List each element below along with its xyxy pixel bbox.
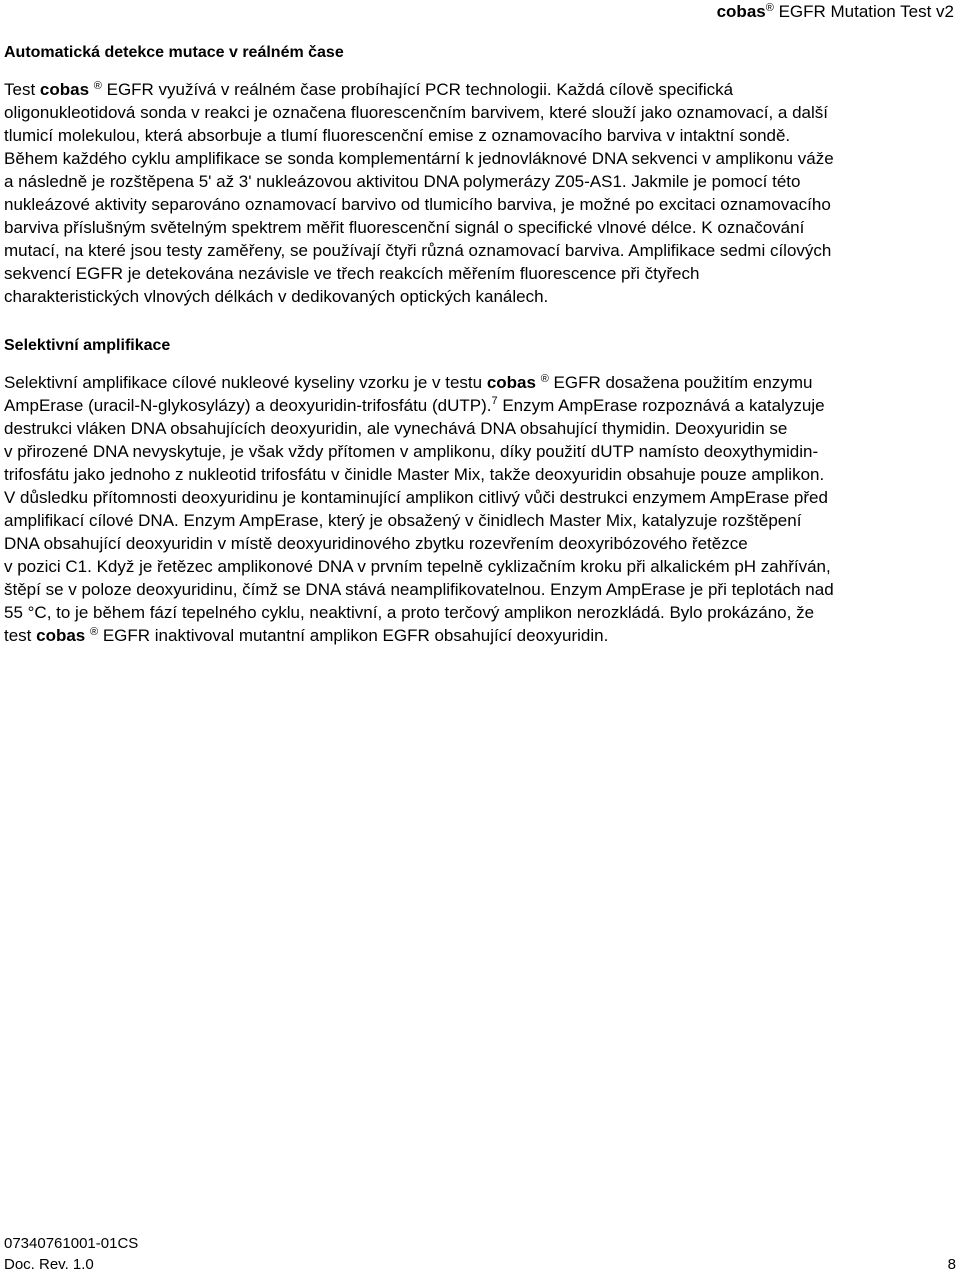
- text-line: destrukci vláken DNA obsahujících deoxyuridin, ale vynechává DNA obsahující thymidin. Deoxyuridin se: [4, 419, 788, 438]
- text-line: Selektivní amplifikace cílové nukleové kyseliny vzorku je v testu cobas ® EGFR dosažena použitím enzymu: [4, 373, 813, 392]
- footnote-reference: 7: [491, 395, 498, 407]
- text-line: trifosfátu jako jednoho z nukleotid trifosfátu v činidle Master Mix, takže deoxyuridin obsahuje pouze amplikon.: [4, 465, 825, 484]
- text-line: charakteristických vlnových délkách v dedikovaných optických kanálech.: [4, 287, 549, 306]
- header-product: EGFR Mutation Test v2: [773, 2, 954, 21]
- text-line: tlumicí molekulou, která absorbuje a tlumí fluorescenční emise z oznamovacího barviva v intaktní sondě.: [4, 126, 791, 145]
- text-line: mutací, na které jsou testy zaměřeny, se používají čtyři různá oznamovací barviva. Amplifikace sedmi cílových: [4, 241, 832, 260]
- header-registered-mark: ®: [765, 2, 774, 14]
- text-line: V důsledku přítomnosti deoxyuridinu je kontaminující amplikon citlivý vůči destrukci enzymem AmpErase před: [4, 488, 828, 507]
- registered-mark: ®: [90, 626, 99, 638]
- brand-name: cobas: [36, 626, 86, 645]
- text-line: test cobas ® EGFR inaktivoval mutantní amplikon EGFR obsahující deoxyuridin.: [4, 626, 609, 645]
- text-line: 55 °C, to je během fází tepelného cyklu, neaktivní, a proto terčový amplikon nerozkládá. Bylo prokázáno, že: [4, 603, 815, 622]
- page-number: 8: [947, 1256, 956, 1273]
- text-line: v pozici C1. Když je řetězec amplikonové DNA v prvním tepelně cyklizačním kroku při alkalickém pH zahříván,: [4, 557, 831, 576]
- text-line: Test cobas ® EGFR využívá v reálném čase probíhající PCR technologii. Každá cílově specifická: [4, 80, 734, 99]
- text-line: a následně je rozštěpena 5' až 3' nukleázovou aktivitou DNA polymerázy Z05-AS1. Jakmile je pomocí této: [4, 172, 801, 191]
- document-revision: Doc. Rev. 1.0: [4, 1256, 94, 1273]
- text-line: Během každého cyklu amplifikace se sonda komplementární k jednovláknové DNA sekvenci v amplikonu váže: [4, 149, 834, 168]
- registered-mark: ®: [93, 80, 102, 92]
- document-number: 07340761001-01CS: [4, 1235, 139, 1252]
- text-line: amplifikací cílové DNA. Enzym AmpErase, který je obsažený v činidlech Master Mix, katalyzuje rozštěpení: [4, 511, 802, 530]
- text-line: štěpí se v poloze deoxyuridinu, čímž se DNA stává neamplifikovatelnou. Enzym AmpErase je při teplotách nad: [4, 580, 834, 599]
- text-line: sekvencí EGFR je detekována nezávisle ve třech reakcích měřením fluorescence při čtyřech: [4, 264, 700, 283]
- text-line: oligonukleotidová sonda v reakci je označena fluorescenčním barvivem, které slouží jako oznamovací, a další: [4, 103, 828, 122]
- text-line: nukleázové aktivity separováno oznamovací barvivo od tlumicího barviva, je možné po excitaci oznamovacího: [4, 195, 831, 214]
- registered-mark: ®: [540, 373, 549, 385]
- text-line: barviva příslušným světelným spektrem měřit fluorescenční signál o specifické vlnové délce. K označování: [4, 218, 805, 237]
- text-line: v přirozené DNA nevyskytuje, je však vždy přítomen v amplikonu, díky použití dUTP namísto deoxythymidin-: [4, 442, 819, 461]
- section-body-selective-amplification: [4, 371, 959, 647]
- section-heading-selective-amplification: Selektivní amplifikace: [4, 337, 171, 354]
- section-heading-realtime-detection: Automatická detekce mutace v reálném čase: [4, 44, 344, 61]
- text-line: AmpErase (uracil-N-glykosylázy) a deoxyuridin-trifosfátu (dUTP).$^7$ Enzym AmpErase rozpoznává a katalyzuje: [4, 395, 825, 415]
- brand-name: cobas: [39, 80, 90, 99]
- section-body-realtime-detection: [4, 78, 959, 308]
- brand-name: cobas: [486, 373, 536, 392]
- text-line: DNA obsahující deoxyuridin v místě deoxyuridinového zbytku rozevřením deoxyribózového řetězce: [4, 534, 748, 553]
- running-header: [717, 2, 954, 22]
- header-brand: cobas: [716, 2, 766, 21]
